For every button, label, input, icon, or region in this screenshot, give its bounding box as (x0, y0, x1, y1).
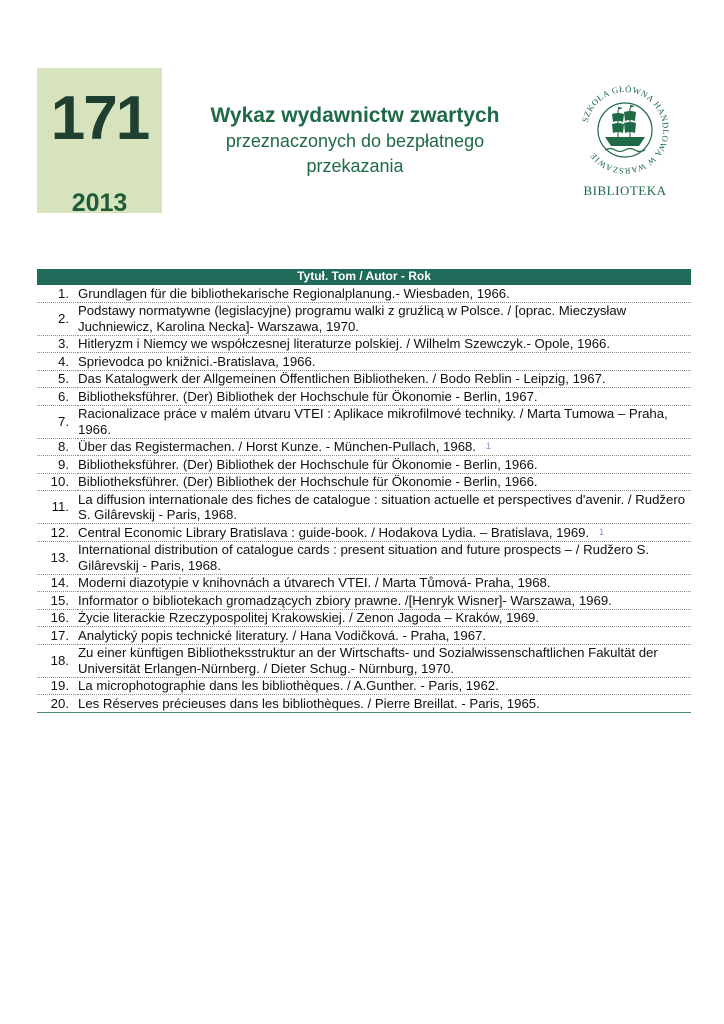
row-number: 9. (58, 456, 69, 472)
row-number: 5. (58, 371, 69, 386)
row-entry (78, 335, 691, 353)
row-entry (78, 677, 691, 695)
table-row (37, 388, 691, 406)
title-block (200, 103, 510, 179)
row-number: 19. (50, 678, 69, 693)
logo-ring-text: SZKOŁA GŁÓWNA HANDLOWA W WARSZAWIE (579, 83, 672, 177)
row-entry (78, 405, 691, 438)
table-row (37, 627, 691, 645)
table-row (37, 438, 691, 456)
row-entry (78, 644, 691, 677)
table-row (37, 285, 691, 302)
issue-year: 2013 (71, 189, 128, 217)
row-entry-text: Podstawy normatywne (legislacyjne) programu walki z gruźlicą w Polsce. / [oprac. Mieczysław Juchniewicz, Karolina Necka]- Warszawa, 1970. (78, 303, 627, 334)
row-entry (78, 574, 691, 592)
row-number: 15. (50, 592, 69, 608)
row-entry (78, 592, 691, 610)
row-entry-text: Sprievodca po knižnici.-Bratislava, 1966. (78, 353, 316, 369)
row-entry (78, 491, 691, 524)
page-subtitle-line1: przeznaczonych do bezpłatnego (225, 131, 485, 151)
row-entry-text: Życie literackie Rzeczypospolitej Krakowskiej. / Zenon Jagoda – Kraków, 1969. (78, 610, 540, 625)
row-number: 13. (50, 549, 69, 565)
row-entry (78, 285, 691, 302)
row-entry-text: Bibliotheksführer. (Der) Bibliothek der Hochschule für Ökonomie - Berlin, 1967. (78, 388, 538, 404)
table-row (37, 677, 691, 695)
row-entry-text: Zu einer künftigen Bibliotheksstruktur an der Wirtschafts- und Sozialwissenschaftlichen Fakultät der Universität Erlangen-Nürnberg. / Dieter Schug.- Nürnburg, 1970. (78, 645, 658, 676)
row-number: 1. (58, 285, 69, 301)
seal-emblem (575, 80, 675, 180)
row-entry (78, 302, 691, 335)
row-entry (78, 388, 691, 406)
row-entry-text: Bibliotheksführer. (Der) Bibliothek der Hochschule für Ökonomie - Berlin, 1966. (78, 474, 538, 489)
row-entry-text: La microphotographie dans les bibliothèques. / A.Gunther. - Paris, 1962. (78, 678, 499, 693)
row-entry-text: Bibliotheksführer. (Der) Bibliothek der Hochschule für Ökonomie - Berlin, 1966. (78, 456, 538, 472)
row-entry (78, 353, 691, 371)
row-entry-text: La diffusion internationale des fiches de catalogue : situation actuelle et perspectives d'avenir. / Rudžero S. Gilârevskij - Paris, 1968. (78, 491, 686, 522)
row-entry-text: Analytický popis technické literatury. / Hana Vodičková. - Praha, 1967. (78, 627, 487, 643)
row-number: 6. (58, 388, 69, 404)
books-table (37, 269, 691, 713)
table-header-row (37, 269, 691, 285)
row-number: 17. (50, 627, 69, 643)
table-row (37, 524, 691, 542)
row-entry-text: Racionalizace práce v malém útvaru VTEI : Aplikace mikrofilmové techniky. / Marta Tumowa – Praha, 1966. (78, 406, 668, 437)
row-number: 7. (58, 413, 69, 429)
row-number: 12. (50, 524, 69, 540)
row-number: 16. (50, 610, 69, 625)
library-logo (575, 80, 675, 205)
row-entry-text: Central Economic Library Bratislava : guide-book. / Hodakova Lydia. – Bratislava, 1969. (78, 524, 590, 540)
row-number: 3. (58, 336, 69, 351)
table-row (37, 370, 691, 388)
table-row (37, 592, 691, 610)
row-entry-text: Moderni diazotypie v knihovnách a útvarech VTEI. / Marta Tůmová- Praha, 1968. (78, 575, 551, 590)
table-row (37, 609, 691, 627)
row-entry-text: International distribution of catalogue cards : present situation and future prospects – / Rudžero S. Gilârevskij - Paris, 1968. (78, 542, 650, 573)
row-number: 18. (50, 652, 69, 668)
footnote-link[interactable]: 1 (486, 441, 492, 451)
issue-number-box (37, 68, 162, 217)
table-row (37, 491, 691, 524)
row-number: 14. (50, 575, 69, 590)
table-row (37, 353, 691, 371)
row-entry (78, 456, 691, 474)
page-subtitle-line2: przekazania (306, 156, 404, 176)
row-entry-text: Grundlagen für die bibliothekarische Regionalplanung.- Wiesbaden, 1966. (78, 285, 510, 301)
row-number: 10. (50, 474, 69, 489)
row-entry (78, 609, 691, 627)
row-entry (78, 627, 691, 645)
row-entry-text: Über das Registermachen. / Horst Kunze. - München-Pullach, 1968. (78, 439, 477, 454)
row-number: 11. (51, 499, 69, 515)
table-row (37, 302, 691, 335)
page-title: Wykaz wydawnictw zwartych (210, 104, 500, 127)
row-entry (78, 438, 691, 456)
row-entry (78, 370, 691, 388)
table-row (37, 644, 691, 677)
table-row (37, 456, 691, 474)
row-number: 20. (50, 695, 69, 711)
table-row (37, 541, 691, 574)
table-row (37, 695, 691, 713)
table-body (37, 285, 691, 712)
footnote-link[interactable]: 1 (599, 526, 605, 537)
row-entry (78, 524, 691, 542)
row-entry-text: Hitleryzm i Niemcy we współczesnej literaturze polskiej. / Wilhelm Szewczyk.- Opole, 1966. (78, 336, 611, 351)
row-entry-text: Les Réserves précieuses dans les bibliothèques. / Pierre Breillat. - Paris, 1965. (78, 695, 540, 711)
table-row (37, 574, 691, 592)
row-number: 2. (58, 310, 69, 326)
ship-icon (605, 105, 645, 152)
issue-number: 171 (50, 84, 149, 153)
row-number: 4. (58, 353, 69, 369)
table-row (37, 473, 691, 491)
row-entry-text: Informator o bibliotekach gromadzących zbiory prawne. /[Henryk Wisner]- Warszawa, 1969. (78, 592, 612, 608)
row-entry (78, 695, 691, 713)
table-row (37, 405, 691, 438)
row-entry (78, 473, 691, 491)
row-entry-text: Das Katalogwerk der Allgemeinen Öffentlichen Bibliotheken. / Bodo Reblin - Leipzig, 1967. (78, 371, 606, 386)
row-number: 8. (58, 439, 69, 454)
table-row (37, 335, 691, 353)
table-header: Tytuł. Tom / Autor - Rok (37, 269, 691, 285)
logo-label: BIBLIOTEKA (583, 183, 667, 198)
row-entry (78, 541, 691, 574)
